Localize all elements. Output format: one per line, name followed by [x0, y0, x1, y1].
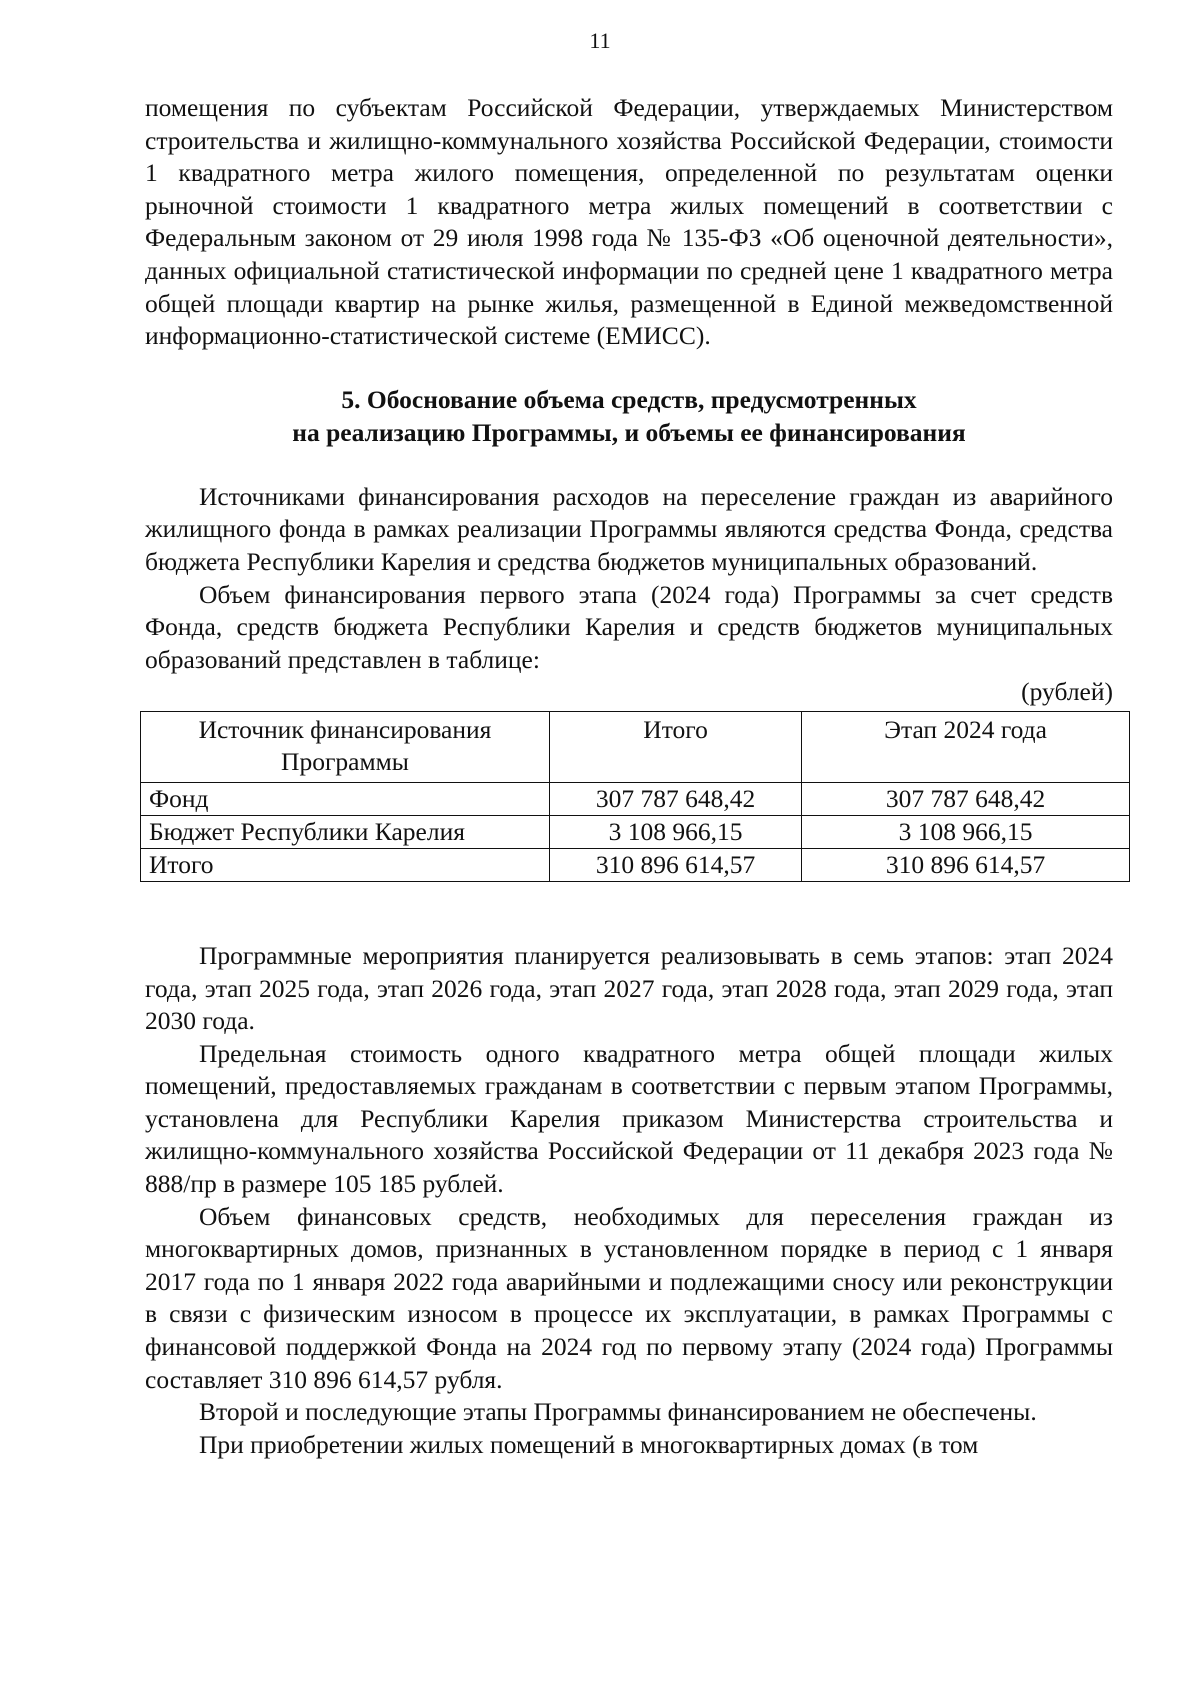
header-total: Итого	[549, 711, 801, 782]
currency-units: (рублей)	[1021, 677, 1113, 707]
document-body	[145, 92, 1113, 1461]
page-number: 11	[589, 28, 611, 53]
section-heading	[145, 383, 1113, 449]
table-row	[141, 782, 1130, 815]
section-heading-line-2: на реализацию Программы, и объемы ее финансирования	[292, 417, 966, 447]
spacer	[145, 882, 1113, 940]
paragraph-market-price: помещения по субъектам Российской Федерации, утверждаемых Министерством строительства и жилищно-коммунального хозяйства Российской Федерации, стоимости 1 квадратного метра жилого помещения, определенной по результатам оценки рыночной стоимости 1 квадратного метра жилых помещений в соответствии с Федеральным законом от 29 июля 1998 года № 135-ФЗ «Об оценочной деятельности», данных официальной статистической информации по средней цене 1 квадратного метра общей площади квартир на рынке жилья, размещенной в Единой межведомственной информационно-статистической системе (ЕМИСС).	[145, 93, 1113, 351]
paragraph-acquisition: При приобретении жилых помещений в многоквартирных домах (в том	[199, 1429, 979, 1459]
funding-table	[140, 711, 1130, 882]
paragraph-financial-volume: Объем финансовых средств, необходимых для переселения граждан из многоквартирных домов, признанных в установленном порядке в период с 1 января 2017 года по 1 января 2022 года аварийными и подлежащими сносу или реконструкции в связи с физическим износом в процессе их эксплуатации, в рамках Программы с финансовой поддержкой Фонда на 2024 год по первому этапу (2024 года) Программы составляет 310 896 614,57 рубля.	[145, 1201, 1113, 1394]
paragraph-stages: Программные мероприятия планируется реализовывать в семь этапов: этап 2024 года, этап 2025 года, этап 2026 года, этап 2027 года, этап 2028 года, этап 2029 года, этап 2030 года.	[145, 940, 1113, 1036]
paragraph-later-stages: Второй и последующие этапы Программы финансированием не обеспечены.	[199, 1397, 1037, 1427]
paragraph-funding-sources: Источниками финансирования расходов на переселение граждан из аварийного жилищного фонда в рамках реализации Программы являются средства Фонда, средства бюджета Республики Карелия и средства бюджетов муниципальных образований.	[145, 481, 1113, 576]
header-stage-2024: Этап 2024 года	[802, 711, 1130, 782]
section-heading-line-1: 5. Обоснование объема средств, предусмотренных	[341, 384, 917, 414]
row-total-total: 310 896 614,57	[549, 848, 801, 881]
paragraph-max-cost: Предельная стоимость одного квадратного метра общей площади жилых помещений, предоставляемых гражданам в соответствии с первым этапом Программы, установлена для Республики Карелия приказом Министерства строительства и жилищно-коммунального хозяйства Российской Федерации от 11 декабря 2023 года № 888/пр в размере 105 185 рублей.	[145, 1038, 1113, 1199]
row-fund-source: Фонд	[141, 782, 550, 815]
row-total-stage: 310 896 614,57	[802, 848, 1130, 881]
row-fund-stage: 307 787 648,42	[802, 782, 1130, 815]
header-source: Источник финансирования Программы	[141, 711, 550, 782]
row-total-source: Итого	[141, 848, 550, 881]
row-budget-source: Бюджет Республики Карелия	[141, 815, 550, 848]
row-fund-total: 307 787 648,42	[549, 782, 801, 815]
table-row	[141, 815, 1130, 848]
table-header-row	[141, 711, 1130, 782]
table-row	[141, 848, 1130, 881]
paragraph-funding-volume: Объем финансирования первого этапа (2024 года) Программы за счет средств Фонда, средств бюджета Республики Карелия и средств бюджетов муниципальных образований представлен в таблице:	[145, 579, 1113, 674]
row-budget-total: 3 108 966,15	[549, 815, 801, 848]
row-budget-stage: 3 108 966,15	[802, 815, 1130, 848]
